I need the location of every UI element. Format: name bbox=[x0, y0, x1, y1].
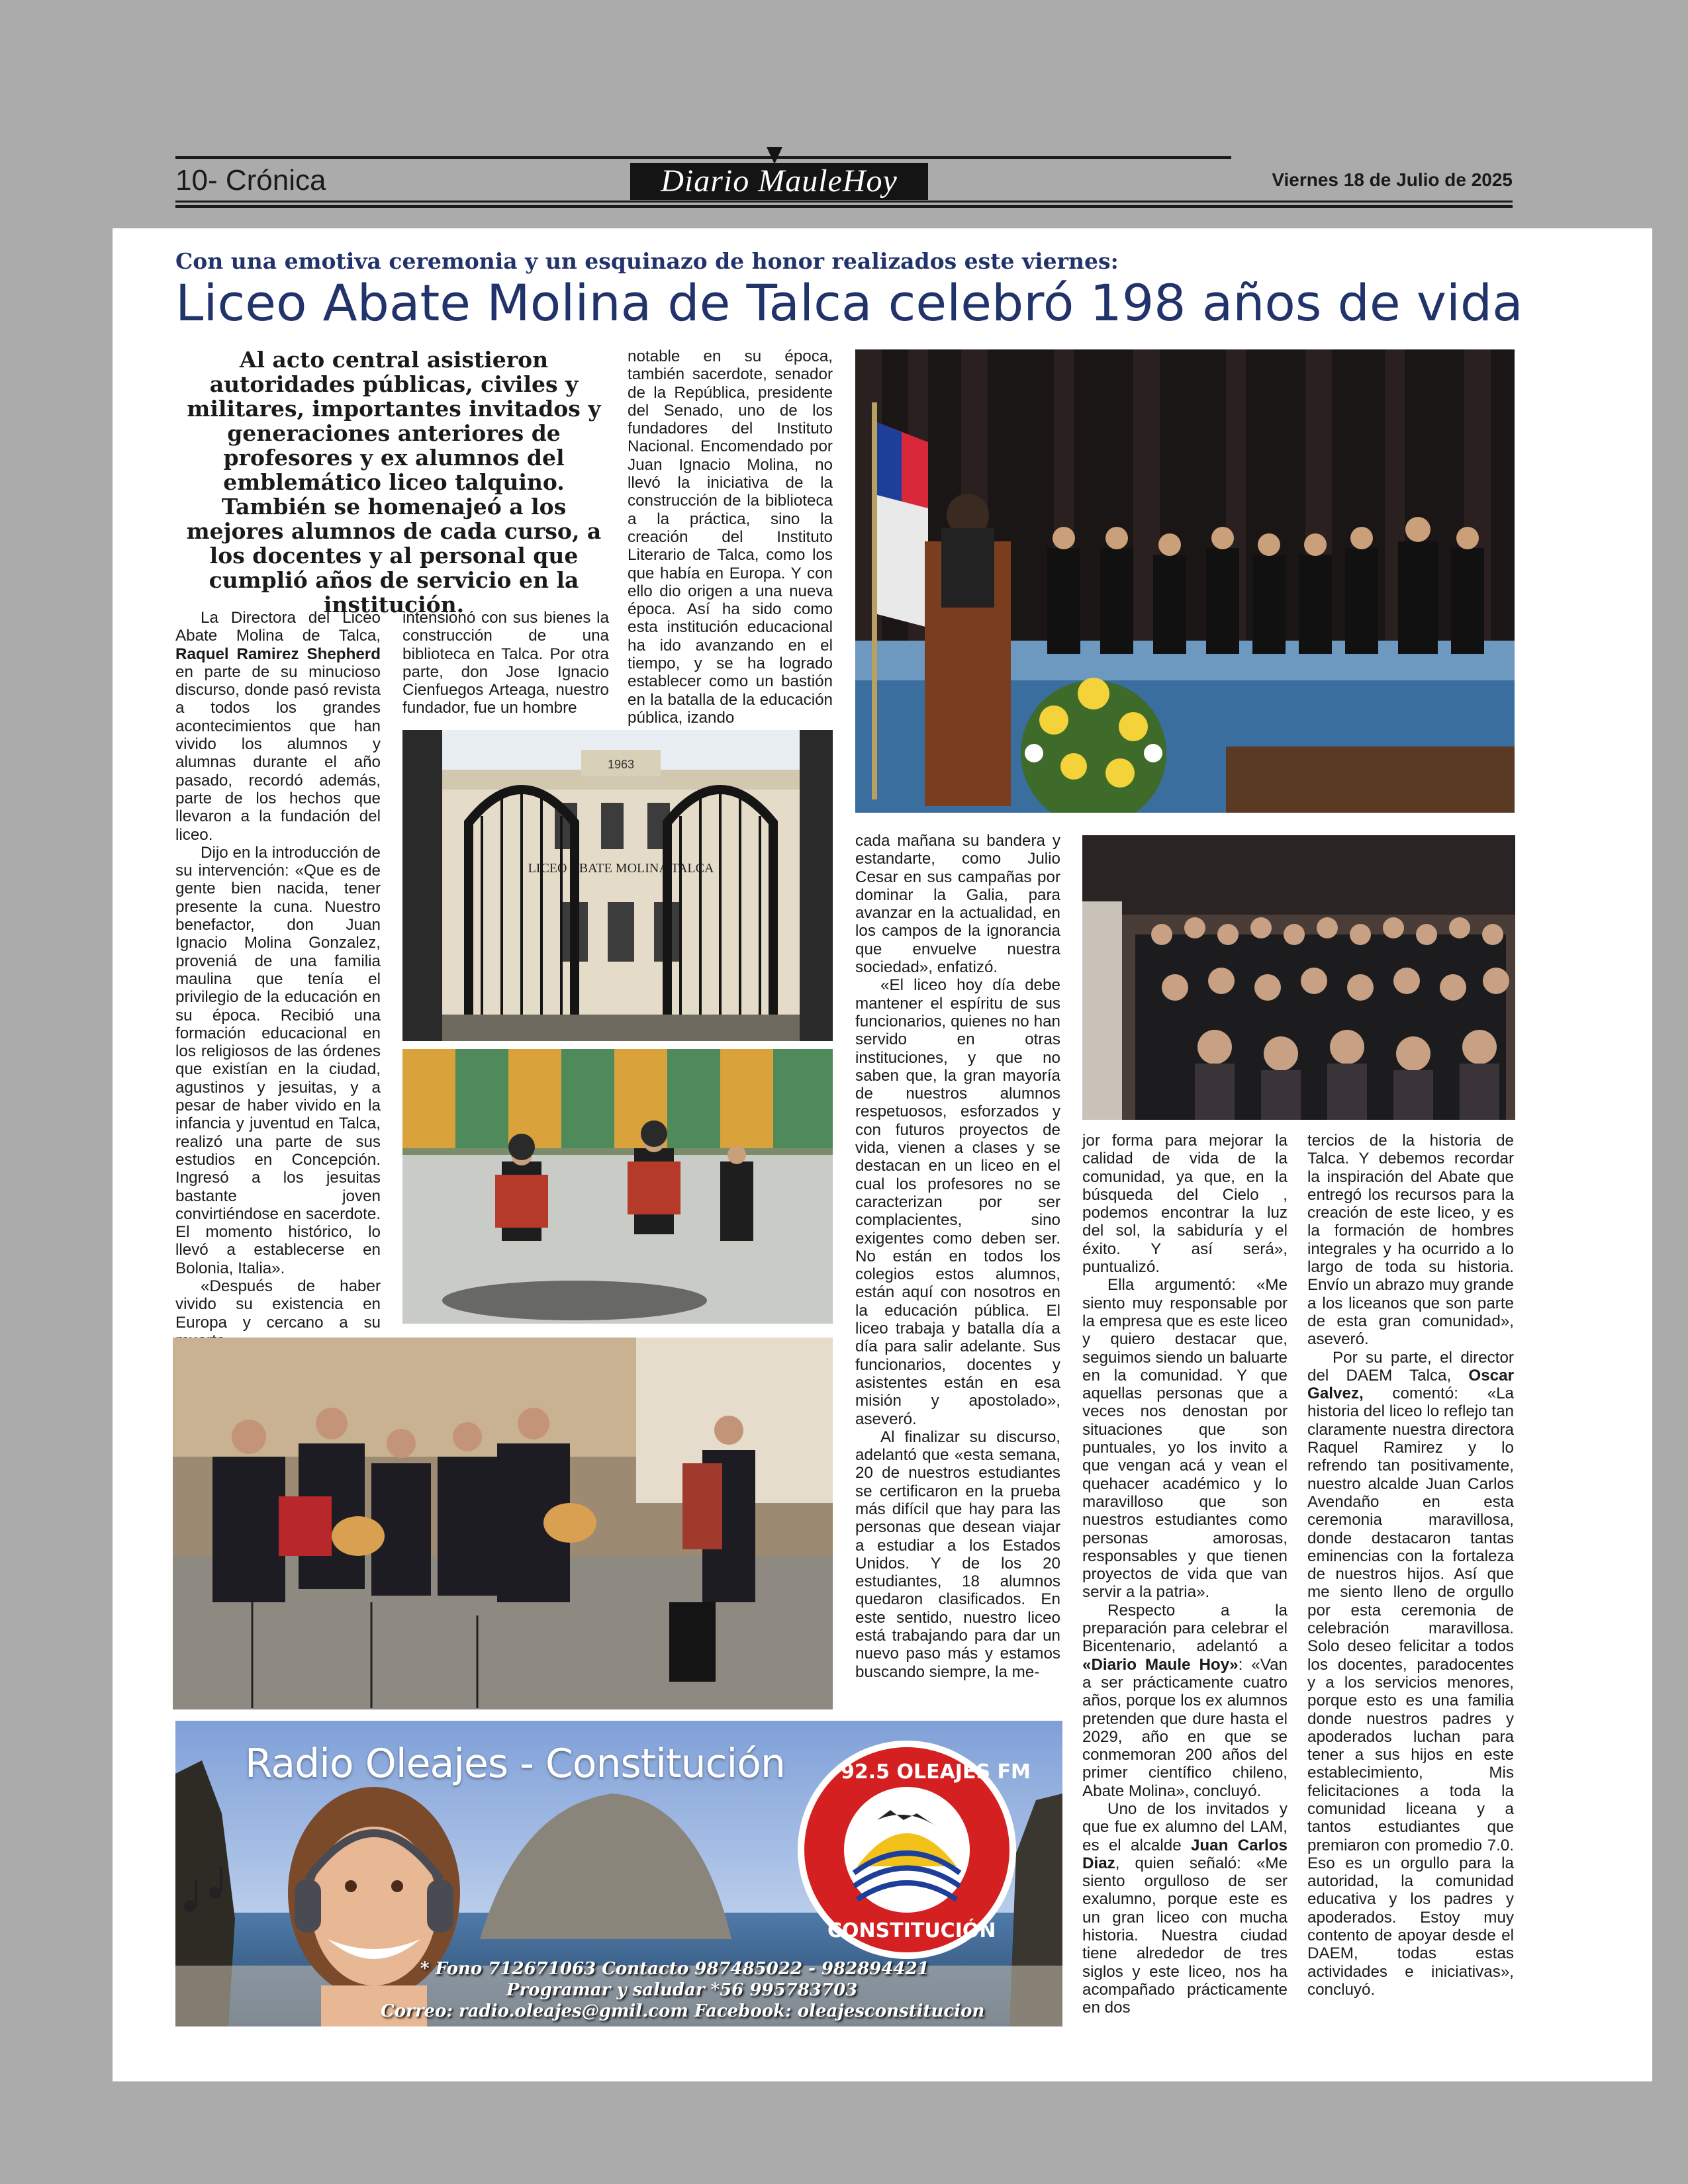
ad-contact-line: Correo: radio.oleajes@gmil.com Facebook: oleajesconstitucion bbox=[381, 2001, 985, 2021]
newspaper-page bbox=[113, 228, 1652, 2081]
ceremony-stage-illustration bbox=[855, 349, 1515, 813]
paragraph: Respecto a la preparación para celebrar el Bicentenario, adelantó a «Diario Maule Hoy»: «Van a ser prácticamente cuatro años, porque los ex alumnos pretenden que dure hasta el 2029, año en que se conmemoran 200 años del primer científico chileno, Abate Molina», concluyó. bbox=[1082, 1601, 1288, 1800]
newspaper-logo: Diario MauleHoy bbox=[630, 163, 928, 200]
article-kicker: Con una emotiva ceremonia y un esquinazo de honor realizados este viernes: bbox=[175, 248, 1119, 274]
article-column-5 bbox=[1082, 1132, 1288, 2017]
school-building-illustration bbox=[402, 730, 833, 1041]
paragraph: Uno de los invitados y que fue ex alumno del LAM, es el alcalde Juan Carlos Diaz, quien señaló: «Me siento orgulloso de ser exalumno, porque este es un gran liceo con mucha historia. Nuestra ciudad tiene alrededor de tres siglos y este liceo, nos ha acompañado prácticamente en dos bbox=[1082, 1799, 1288, 2017]
audience-photo bbox=[1082, 835, 1515, 1120]
musicians-photo bbox=[173, 1338, 833, 1709]
header-bottom-rule bbox=[175, 201, 1513, 203]
paragraph: notable en su época, también sacerdote, senador de la República, presidente del Senado, uno de los fundadores del Instituto Nacional. Encomendado por Juan Ignacio Molina, no llevó la iniciativa de la construcción de la biblioteca a la práctica, sino la creación del Instituto Literario de Talca, como los que había en Europa. Y con ello dio origen a una nueva época. Así ha sido como esta institución educacional ha ido avanzando en el tiempo, y se ha logrado establecer como un bastión en la batalla de la educación pública, izando bbox=[628, 347, 833, 727]
paragraph: La Directora del Liceo Abate Molina de Talca, Raquel Ramirez Shepherd en parte de su minucioso discurso, donde pasó revista a todos los grandes acontecimientos que han vivido los alumnos y alumnas durante el año pasado, recordó además, parte de los hechos que llevaron a la fundación del liceo. bbox=[175, 609, 381, 844]
paragraph: «El liceo hoy día debe mantener el espíritu de sus funcionarios, quienes no han servido en otras instituciones, y que no saben que, la gran mayoría de nuestros alumnos respetuosos, esforzados y con futuros proyectos de vida, vienen a clases y se destacan en un liceo en el cual los profesores no se caracterizan por ser complacientes, sino exigentes como deben ser. No están en todos los colegios estos alumnos, están aquí con nosotros en la educación pública. El liceo trabaja y batalla día a día para salir adelante. Sus funcionarios, docentes y asistentes están en esa misión y apostolado», aseveró. bbox=[855, 976, 1060, 1428]
paragraph: Ella argumentó: «Me siento muy responsable por la empresa que es este liceo y quiero destacar que, seguimos siendo un baluarte en la comunidad. Y que aquellas personas que a veces nos denostan por situaciones que son puntuales, yo los invito a que vengan acá y vean el quehacer académico y lo maravilloso que son nuestros estudiantes como personas amorosas, responsables y que tienen proyectos de vida que van servir a la patria». bbox=[1082, 1276, 1288, 1602]
building-sign-text: LICEO ABATE MOLINA TALCA bbox=[528, 861, 714, 876]
article-column-2 bbox=[402, 609, 609, 717]
header-bottom-rule-2 bbox=[175, 205, 1513, 208]
ad-badge-bottom-text: CONSTITUCIÓN bbox=[827, 1919, 996, 1942]
logo-mark-icon bbox=[767, 147, 782, 164]
ad-title: Radio Oleajes - Constitución bbox=[245, 1741, 785, 1787]
school-building-photo bbox=[402, 730, 833, 1041]
paragraph: «Después de haber vivido su existencia en Europa y cercano a su bbox=[175, 1277, 381, 1332]
section-label: 10- Crónica bbox=[175, 164, 326, 197]
ad-badge-top-text: 92.5 OLEAJES FM bbox=[841, 1760, 1031, 1784]
paragraph: tercios de la historia de Talca. Y debemos recordar la inspiración del Abate que entregó los recursos para la creación de este liceo, y es la formación de hombres integrales y ha ocurrido a lo largo de toda su historia. Envío un abrazo muy grande a los liceanos que son parte de esta gran comunidad», aseveró. bbox=[1307, 1132, 1514, 1349]
paragraph: jor forma para mejorar la calidad de vida de la comunidad, ya que, en la búsqueda del Cielo , podemos encontrar la luz del sol, la sabiduría y el éxito. Y así será», puntualizó. bbox=[1082, 1132, 1288, 1277]
article-lead: Al acto central asistieron autoridades públicas, civiles y militares, importantes invitados y generaciones anteriores de profesores y ex alumnos del emblemático liceo talquino. También se homenajeó a los mejores alumnos de cada curso, a los docentes y al personal que cumplió años de servicio en la institución. bbox=[186, 347, 602, 617]
building-year-text: 1963 bbox=[607, 758, 635, 771]
article-column-6 bbox=[1307, 1132, 1514, 1999]
ceremony-stage-photo bbox=[855, 349, 1515, 813]
article-column-4 bbox=[855, 832, 1060, 1681]
paragraph: Al finalizar su discurso, adelantó que «esta semana, 20 de nuestros estudiantes se certificaron en la prueba más difícil que hay para las personas que desean viajar a estudiar a los Estados Unidos. Y de los 20 estudiantes, 18 alumnos quedaron clasificados. En este sentido, nuestro liceo está trabajando para dar un nuevo paso más y estamos buscando siempre, la me- bbox=[855, 1428, 1060, 1681]
radio-oleajes-ad[interactable] bbox=[175, 1721, 1062, 2026]
ad-phone-line: * Fono 712671063 Contacto 987485022 - 982894421 bbox=[420, 1959, 929, 1979]
issue-date: Viernes 18 de Julio de 2025 bbox=[1272, 169, 1513, 190]
paragraph: Dijo en la introducción de su intervención: «Que es de gente bien nacida, tener presente la cuna. Nuestro benefactor, don Juan Ignacio Molina Gonzalez, proveniá de una familia maulina que tenía el privilegio de la educación en su época. Recibió una formación educacional en los religiosos de las órdenes que existían en la ciudad, agustinos y jesuitas, y a pesar de haber vivido en la infancia y juventud en Talca, realizó una parte de sus estudios en Concepción. Ingresó a los jesuitas bastante joven convirtiéndose en sacerdote. El momento histórico, lo llevó a establecerse en Bolonia, Italia». bbox=[175, 843, 381, 1277]
dance-performance-illustration bbox=[402, 1049, 833, 1324]
article-headline: Liceo Abate Molina de Talca celebró 198 años de vida bbox=[175, 273, 1523, 332]
header-top-rule bbox=[175, 156, 1231, 159]
article-column-1 bbox=[175, 609, 381, 1349]
paragraph: intensionó con sus bienes la construcción de una biblioteca en Talca. Por otra parte, don Jose Ignacio Cienfuegos Arteaga, nuestro fundador, fue un hombre bbox=[402, 609, 609, 717]
audience-illustration bbox=[1082, 835, 1515, 1120]
dance-performance-photo bbox=[402, 1049, 833, 1324]
musicians-illustration bbox=[173, 1338, 833, 1709]
paragraph: Por su parte, el director del DAEM Talca, Oscar Galvez, comentó: «La historia del liceo lo reflejo tan claramente nuestra directora Raquel Ramirez y lo refrendo tan positivamente, nuestro alcalde Juan Carlos Avendaño en esta ceremonia maravillosa, donde destacaron tantas eminencias con la fortaleza de nuestros hijos. Así que me siento lleno de orgullo por esta ceremonia de celebración maravillosa. Solo deseo felicitar a todos los docentes, paradocentes y a los servicios menores, porque esto es una familia donde nuestros padres y apoderados luchan para tener a sus hijos en este establecimiento, Mis felicitaciones a toda la comunidad liceana y a tantos estudiantes que premiaron con promedio 7.0. Eso es un orgullo para la autoridad, la comunidad educativa y los padres y apoderados. Estoy muy contento de apoyar desde el DAEM, todas estas actividades e iniciativas», concluyó. bbox=[1307, 1348, 1514, 1999]
article-column-3 bbox=[628, 347, 833, 727]
ad-greeting-line: Programar y saludar *56 995783703 bbox=[506, 1980, 858, 2000]
paragraph: cada mañana su bandera y estandarte, como Julio Cesar en sus campañas por dominar la Galia, para avanzar en la actualidad, en los campos de la ignorancia que envuelve nuestra sociedad», enfatizó. bbox=[855, 832, 1060, 977]
